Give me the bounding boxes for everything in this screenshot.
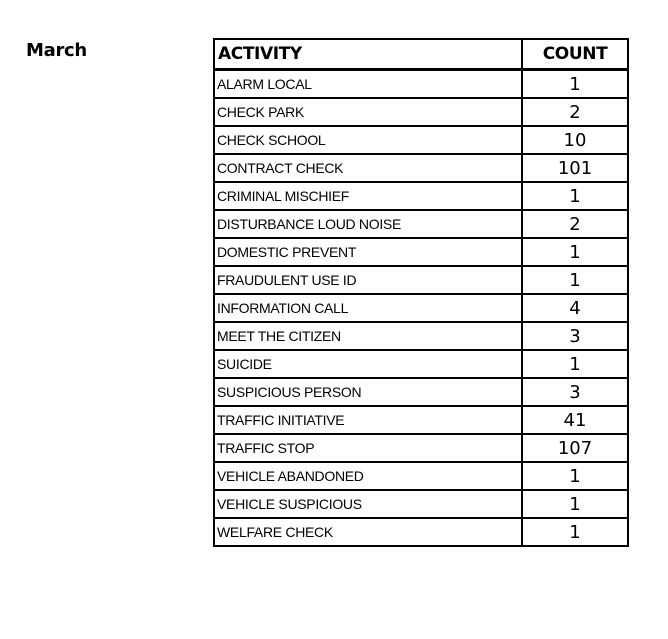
count-cell: 107 xyxy=(522,434,628,462)
table-row xyxy=(214,434,628,462)
count-cell: 1 xyxy=(522,70,628,99)
table-row xyxy=(214,266,628,294)
activity-cell: DISTURBANCE LOUD NOISE xyxy=(214,210,522,238)
activity-cell: VEHICLE SUSPICIOUS xyxy=(214,490,522,518)
table-row xyxy=(214,518,628,546)
activity-cell: CHECK PARK xyxy=(214,98,522,126)
table-row xyxy=(214,70,628,99)
activity-cell: CRIMINAL MISCHIEF xyxy=(214,182,522,210)
table-row xyxy=(214,238,628,266)
activity-cell: VEHICLE ABANDONED xyxy=(214,462,522,490)
count-cell: 2 xyxy=(522,210,628,238)
activity-cell: FRAUDULENT USE ID xyxy=(214,266,522,294)
count-cell: 2 xyxy=(522,98,628,126)
count-cell: 1 xyxy=(522,238,628,266)
activity-cell: CONTRACT CHECK xyxy=(214,154,522,182)
count-cell: 4 xyxy=(522,294,628,322)
count-cell: 1 xyxy=(522,182,628,210)
activity-cell: MEET THE CITIZEN xyxy=(214,322,522,350)
activity-count-table xyxy=(213,38,629,547)
activity-cell: TRAFFIC STOP xyxy=(214,434,522,462)
count-cell: 1 xyxy=(522,490,628,518)
table-row xyxy=(214,126,628,154)
table-row xyxy=(214,322,628,350)
table-row xyxy=(214,182,628,210)
table-row xyxy=(214,210,628,238)
activity-cell: DOMESTIC PREVENT xyxy=(214,238,522,266)
table-row xyxy=(214,378,628,406)
table-row xyxy=(214,154,628,182)
count-cell: 1 xyxy=(522,518,628,546)
count-cell: 101 xyxy=(522,154,628,182)
table-row xyxy=(214,294,628,322)
activity-cell: TRAFFIC INITIATIVE xyxy=(214,406,522,434)
count-cell: 1 xyxy=(522,350,628,378)
month-title: March xyxy=(26,40,87,61)
activity-cell: INFORMATION CALL xyxy=(214,294,522,322)
activity-cell: SUICIDE xyxy=(214,350,522,378)
table-row xyxy=(214,406,628,434)
activity-cell: CHECK SCHOOL xyxy=(214,126,522,154)
count-cell: 3 xyxy=(522,378,628,406)
count-column-header: COUNT xyxy=(522,39,628,70)
count-cell: 41 xyxy=(522,406,628,434)
activity-cell: SUSPICIOUS PERSON xyxy=(214,378,522,406)
table-row xyxy=(214,462,628,490)
table-row xyxy=(214,98,628,126)
count-cell: 3 xyxy=(522,322,628,350)
count-cell: 10 xyxy=(522,126,628,154)
count-cell: 1 xyxy=(522,266,628,294)
table-row xyxy=(214,490,628,518)
activity-cell: WELFARE CHECK xyxy=(214,518,522,546)
table-header-row xyxy=(214,39,628,70)
activity-cell: ALARM LOCAL xyxy=(214,70,522,99)
count-cell: 1 xyxy=(522,462,628,490)
activity-column-header: ACTIVITY xyxy=(214,39,522,70)
table-row xyxy=(214,350,628,378)
